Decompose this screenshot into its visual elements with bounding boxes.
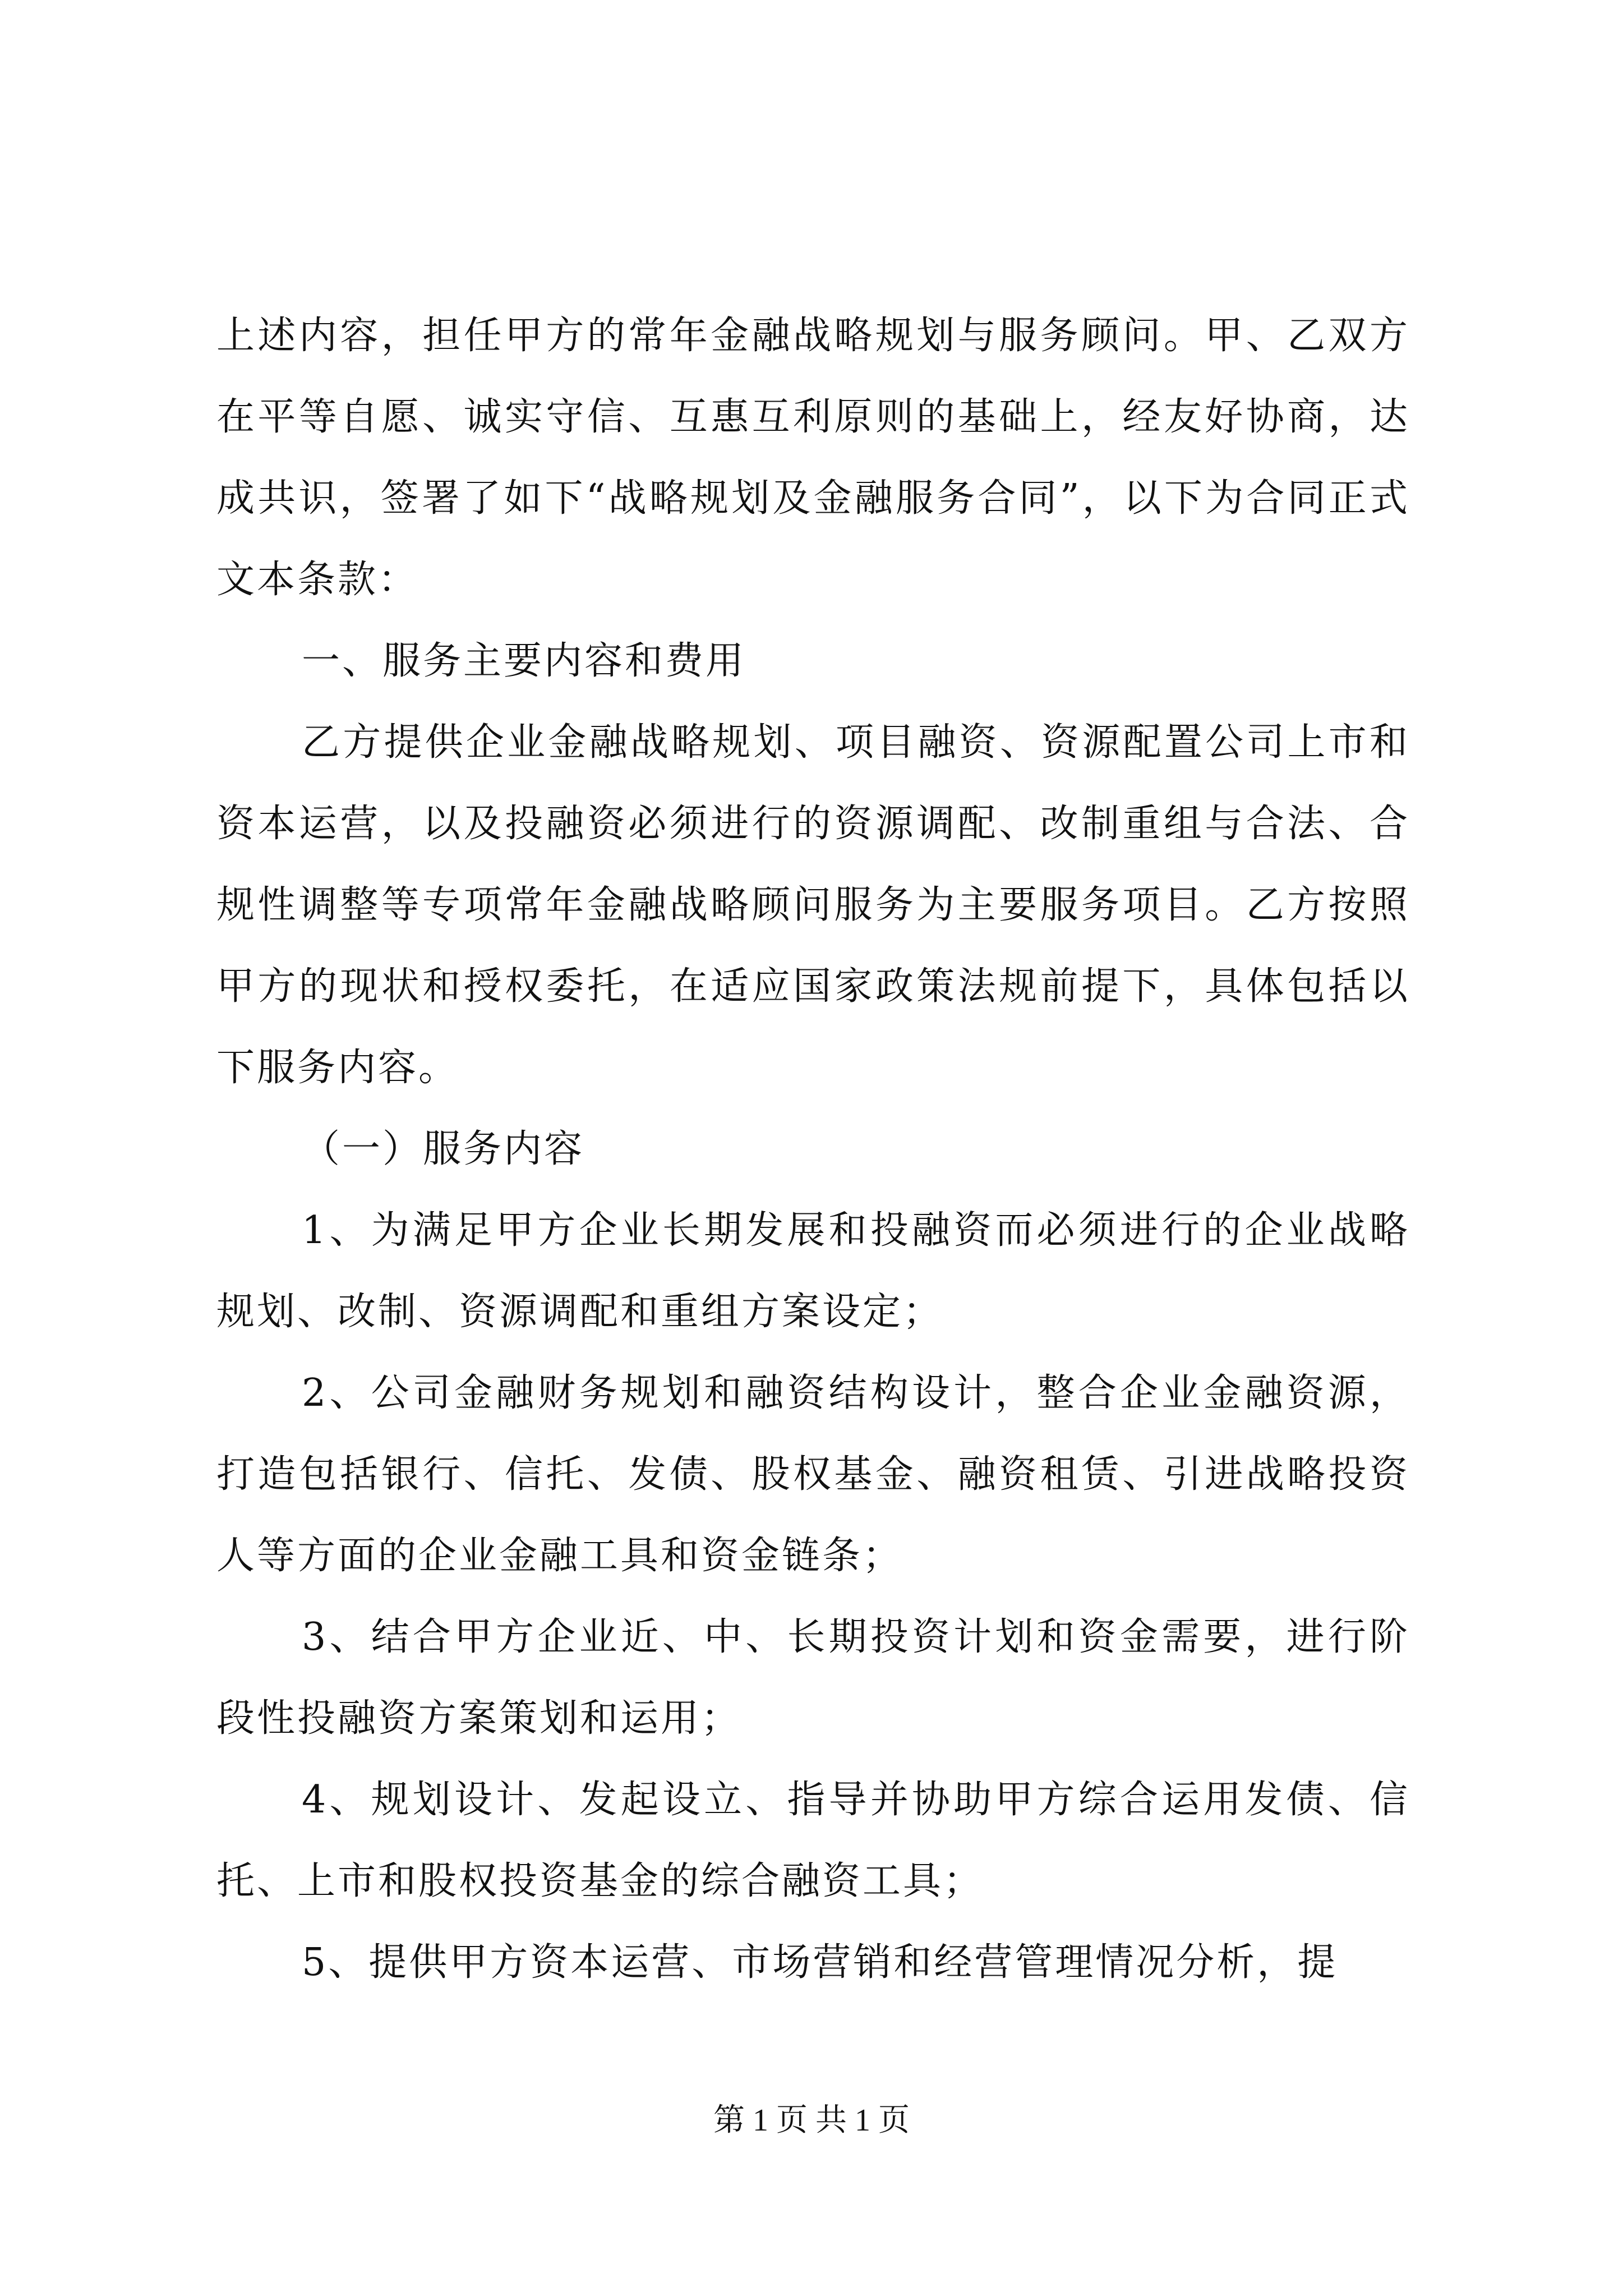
paragraph-service-description: 乙方提供企业金融战略规划、项目融资、资源配置公司上市和资本运营，以及投融资必须进行的资源调配、改制重组与合法、合规性调整等专项常年金融战略顾问服务为主要服务项目。乙方按照甲方的现状和授权委托，在适应国家政策法规前提下，具体包括以下服务内容。 <box>216 720 1410 1090</box>
paragraph-intro: 上述内容，担任甲方的常年金融战略规划与服务顾问。甲、乙双方在平等自愿、诚实守信、互惠互利原则的基础上，经友好协商，达成共识，签署了如下“战略规划及金融服务合同”，以下为合同正式文本条款： <box>216 314 1410 602</box>
section-heading-service: 一、服务主要内容和费用 <box>302 639 746 683</box>
list-item-4: 4、规划设计、发起设立、指导并协助甲方综合运用发债、信托、上市和股权投资基金的综合融资工具； <box>216 1778 1410 1903</box>
document-body <box>216 295 1410 2003</box>
page-footer <box>0 2101 1623 2140</box>
list-item-3: 3、结合甲方企业近、中、长期投资计划和资金需要，进行阶段性投融资方案策划和运用； <box>216 1615 1410 1741</box>
list-item-5: 5、提供甲方资本运营、市场营销和经营管理情况分析，提 <box>302 1940 1338 1985</box>
list-item-1: 1、为满足甲方企业长期发展和投融资而必须进行的企业战略规划、改制、资源调配和重组方案设定； <box>216 1208 1410 1334</box>
subsection-heading-content: （一）服务内容 <box>302 1127 585 1171</box>
page-number-label: 第 1 页 共 1 页 <box>713 2103 910 2138</box>
list-item-2: 2、公司金融财务规划和融资结构设计，整合企业金融资源，打造包括银行、信托、发债、股权基金、融资租赁、引进战略投资人等方面的企业金融工具和资金链条； <box>216 1371 1410 1578</box>
